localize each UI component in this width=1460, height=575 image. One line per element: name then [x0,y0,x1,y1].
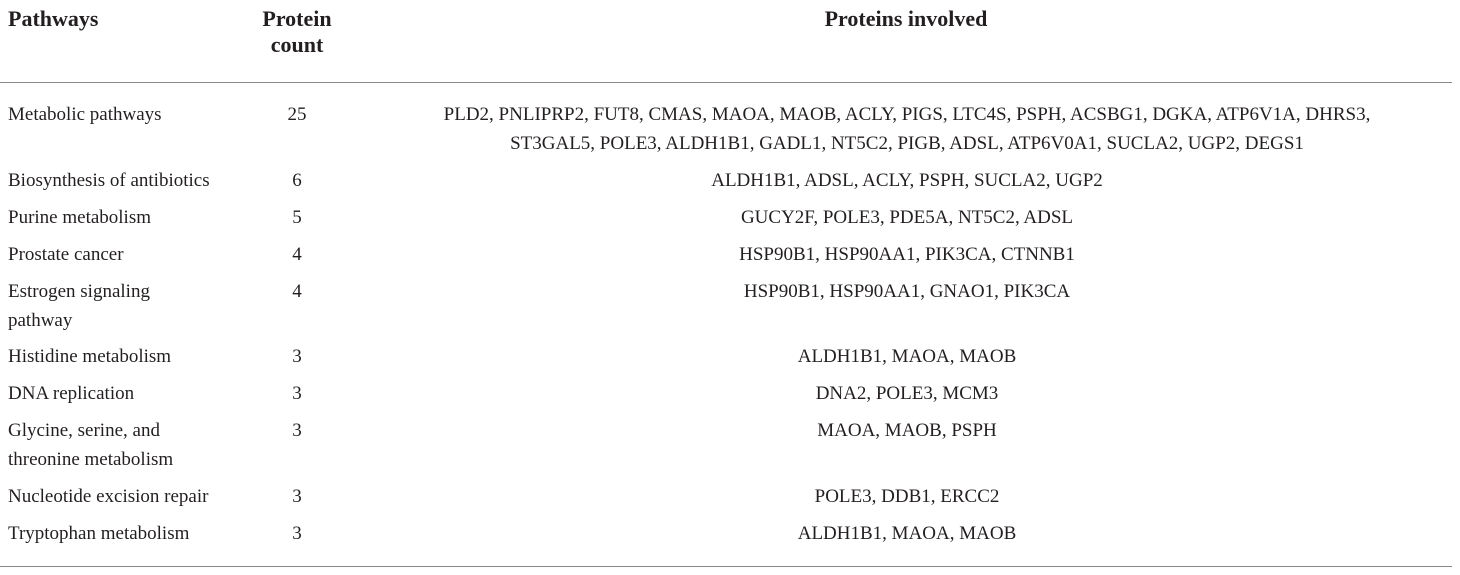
proteins-cell [362,203,1452,232]
proteins-line: MAOA, MAOB, PSPH [817,420,997,441]
proteins-cell [362,342,1452,371]
pathway-cell [8,203,238,232]
proteins-line: GUCY2F, POLE3, PDE5A, NT5C2, ADSL [740,207,1074,228]
proteins-cell [362,416,1452,445]
proteins-line: ALDH1B1, MAOA, MAOB [797,523,1017,544]
pathway-cell [8,416,238,474]
pathway-name-line: Purine metabolism [8,207,152,228]
proteins-line: ALDH1B1, MAOA, MAOB [797,346,1017,367]
pathway-name-line: Nucleotide excision repair [8,486,209,507]
pathway-name-line: Estrogen signaling [8,281,150,302]
table-bottom-rule [0,566,1452,567]
pathway-cell [8,277,238,335]
protein-count-cell: 25 [287,104,307,125]
header-protein-count [247,6,347,58]
pathway-cell [8,100,238,129]
proteins-line: DNA2, POLE3, MCM3 [815,383,999,404]
pathway-name-line: Tryptophan metabolism [8,523,190,544]
pathway-name-line: DNA replication [8,383,135,404]
pathway-cell [8,379,238,408]
protein-count-cell: 5 [292,207,302,228]
pathway-cell [8,240,238,269]
proteins-line: ALDH1B1, ADSL, ACLY, PSPH, SUCLA2, UGP2 [711,170,1103,191]
proteins-line: HSP90B1, HSP90AA1, GNAO1, PIK3CA [743,281,1071,302]
proteins-line: HSP90B1, HSP90AA1, PIK3CA, CTNNB1 [739,244,1075,265]
header-count-line1: Protein [262,6,332,31]
protein-count-cell: 4 [292,244,302,265]
proteins-line: POLE3, DDB1, ERCC2 [814,486,1000,507]
protein-count-cell: 3 [292,420,302,441]
proteins-cell [362,519,1452,548]
pathway-name-line: Metabolic pathways [8,104,162,125]
pathway-name-line: Prostate cancer [8,244,124,265]
header-proteins-involved: Proteins involved [824,6,988,31]
proteins-cell [362,100,1452,158]
pathway-name-line: Histidine metabolism [8,346,172,367]
proteins-line: PLD2, PNLIPRP2, FUT8, CMAS, MAOA, MAOB, ACLY, PIGS, LTC4S, PSPH, ACSBG1, DGKA, ATP6V1A, DHRS3, [443,104,1371,125]
protein-count-cell: 3 [292,346,302,367]
protein-count-cell: 3 [292,523,302,544]
proteins-cell [362,482,1452,511]
pathway-cell [8,482,238,511]
pathway-name-line: Glycine, serine, and [8,420,160,441]
proteins-cell [362,166,1452,195]
pathway-cell [8,342,238,371]
pathway-cell [8,166,238,195]
proteins-cell [362,240,1452,269]
protein-count-cell: 3 [292,383,302,404]
protein-count-cell: 4 [292,281,302,302]
pathway-name-line: pathway [8,310,73,331]
header-pathways: Pathways [8,6,99,31]
pathway-name-line: threonine metabolism [8,449,174,470]
pathway-cell [8,519,238,548]
table-header [0,0,1452,83]
proteins-cell [362,277,1452,306]
proteins-line: ST3GAL5, POLE3, ALDH1B1, GADL1, NT5C2, PIGB, ADSL, ATP6V0A1, SUCLA2, UGP2, DEGS1 [510,133,1304,154]
protein-count-cell: 3 [292,486,302,507]
pathway-name-line: Biosynthesis of antibiotics [8,170,210,191]
header-count-line2: count [270,32,324,57]
protein-count-cell: 6 [292,170,302,191]
proteins-cell [362,379,1452,408]
